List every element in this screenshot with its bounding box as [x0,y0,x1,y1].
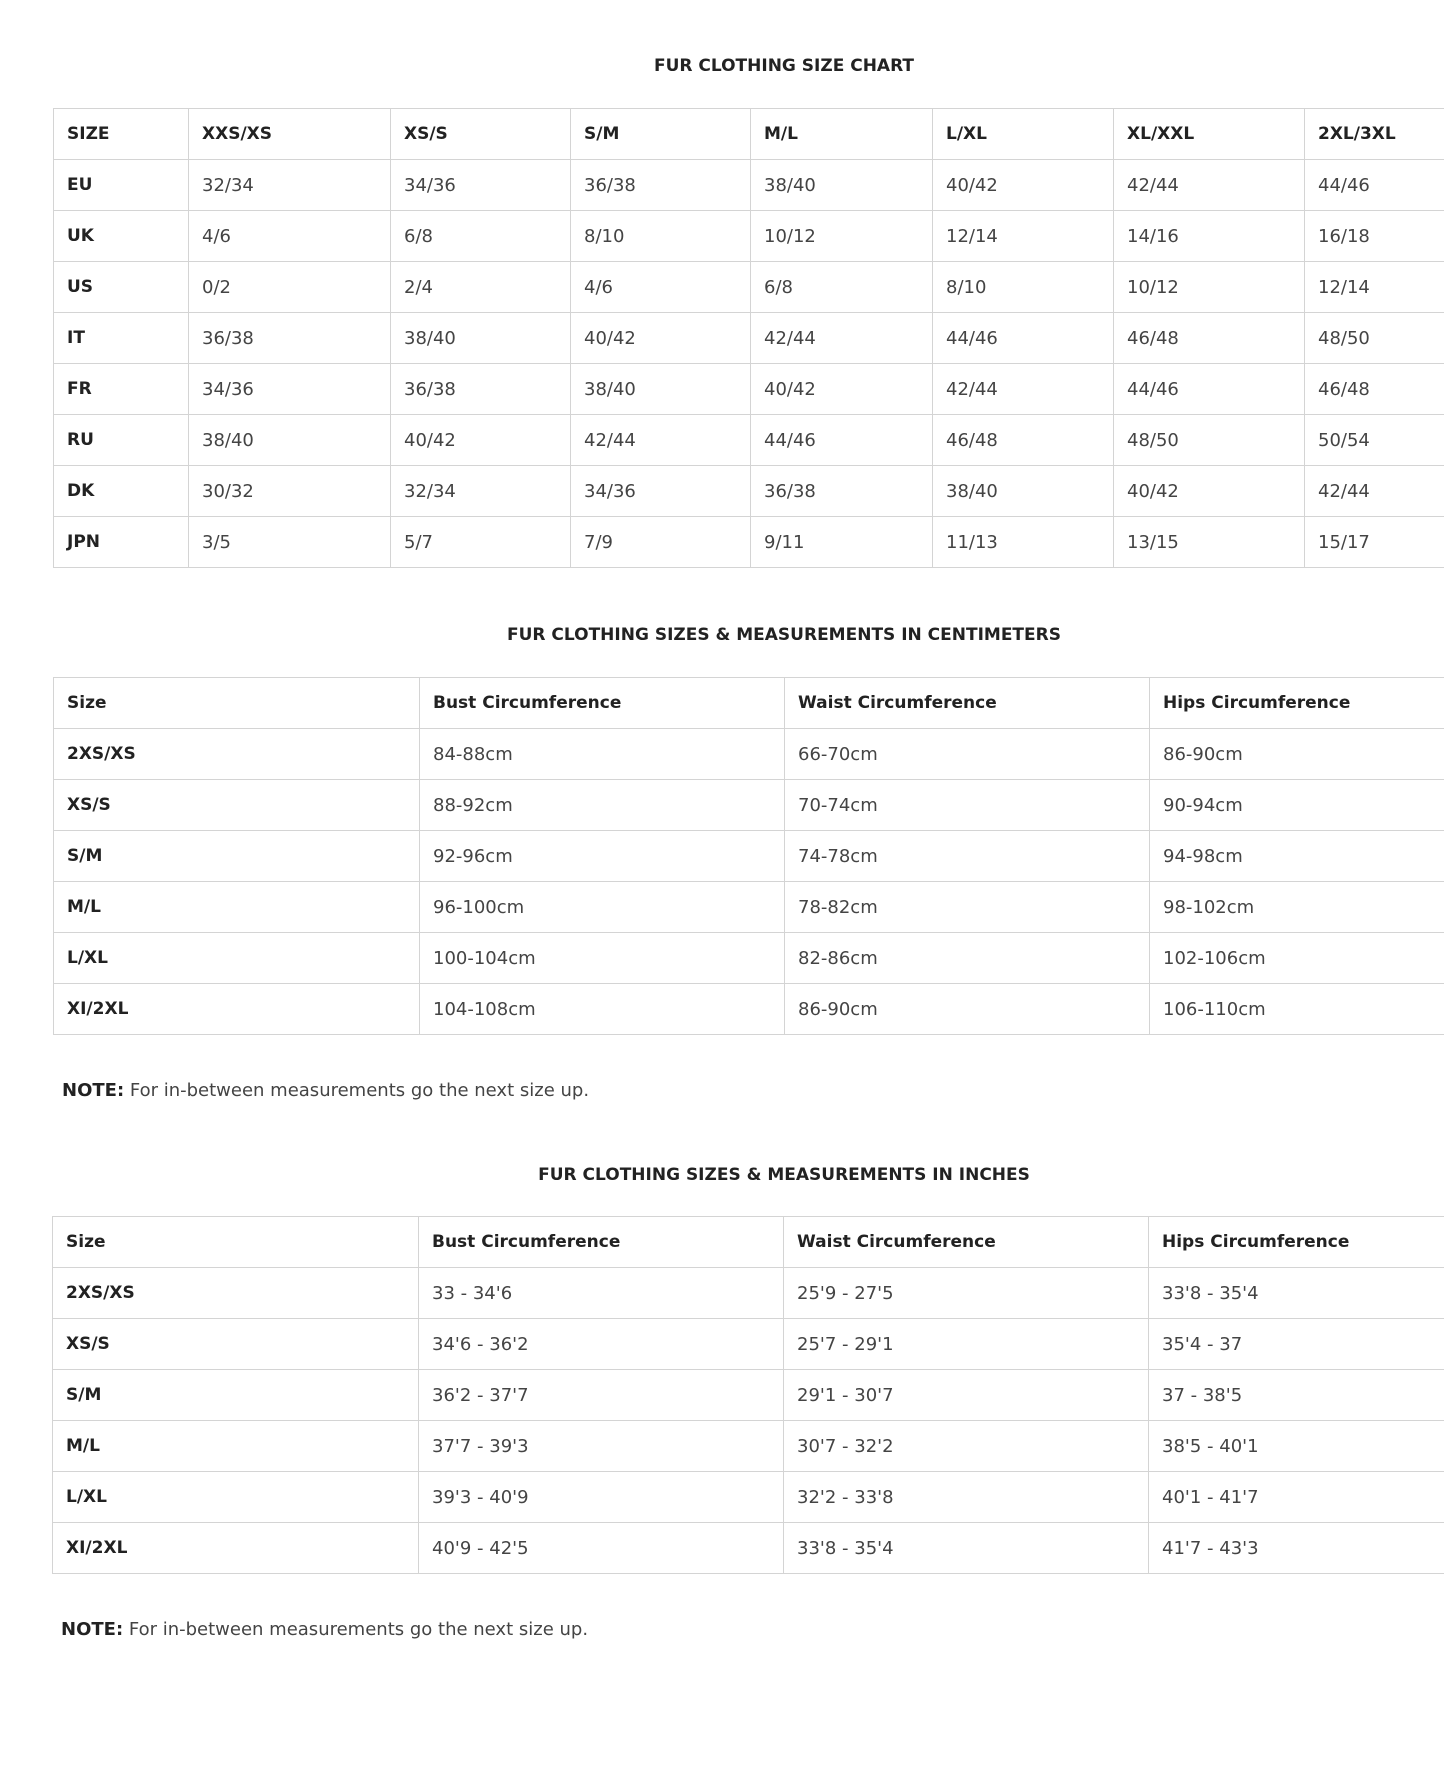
row-label: L/XL [53,1472,419,1523]
row-label: 2XS/XS [54,729,420,780]
table-cell: 36/38 [751,466,933,517]
table-cell: 37 - 38'5 [1149,1370,1444,1421]
header-cell: Bust Circumference [420,678,785,729]
table-cell: 94-98cm [1150,831,1444,882]
table-cell: 44/46 [1305,160,1444,211]
table-cell: 100-104cm [420,933,785,984]
note-label: NOTE: [61,1619,124,1640]
size-chart-title: FUR CLOTHING SIZE CHART [653,56,915,76]
table-cell: 14/16 [1114,211,1305,262]
table-cell: 102-106cm [1150,933,1444,984]
table-cell: 50/54 [1305,415,1444,466]
row-label: XS/S [53,1319,419,1370]
table-cell: 104-108cm [420,984,785,1035]
table-cell: 40'1 - 41'7 [1149,1472,1444,1523]
table-cell: 32'2 - 33'8 [784,1472,1149,1523]
table-row [53,1523,1444,1574]
header-cell: Hips Circumference [1150,678,1444,729]
header-cell: Size [53,1217,419,1268]
table-row [54,933,1444,984]
table-cell: 44/46 [751,415,933,466]
inch-measurements-table [52,1216,1444,1574]
table-cell: 9/11 [751,517,933,568]
size-chart-header-row [54,109,1444,160]
row-label: S/M [53,1370,419,1421]
table-cell: 12/14 [933,211,1114,262]
note-text: For in-between measurements go the next size up. [124,1080,590,1101]
table-cell: 40/42 [751,364,933,415]
table-cell: 7/9 [571,517,751,568]
table-cell: 11/13 [933,517,1114,568]
table-cell: 25'9 - 27'5 [784,1268,1149,1319]
table-cell: 34/36 [189,364,391,415]
table-cell: 42/44 [933,364,1114,415]
table-cell: 40/42 [933,160,1114,211]
table-cell: 40/42 [571,313,751,364]
table-cell: 48/50 [1114,415,1305,466]
table-cell: 46/48 [933,415,1114,466]
table-cell: 33 - 34'6 [419,1268,784,1319]
row-label: M/L [54,882,420,933]
table-cell: 40/42 [1114,466,1305,517]
row-label: UK [54,211,189,262]
table-cell: 78-82cm [785,882,1150,933]
table-cell: 48/50 [1305,313,1444,364]
table-cell: 35'4 - 37 [1149,1319,1444,1370]
table-row [54,415,1444,466]
table-cell: 39'3 - 40'9 [419,1472,784,1523]
table-cell: 86-90cm [1150,729,1444,780]
row-label: XS/S [54,780,420,831]
table-row [54,780,1444,831]
row-label: JPN [54,517,189,568]
table-cell: 86-90cm [785,984,1150,1035]
table-cell: 88-92cm [420,780,785,831]
table-cell: 38/40 [391,313,571,364]
table-cell: 4/6 [189,211,391,262]
table-cell: 106-110cm [1150,984,1444,1035]
table-row [54,831,1444,882]
table-cell: 44/46 [1114,364,1305,415]
table-cell: 36/38 [391,364,571,415]
table-cell: 42/44 [1305,466,1444,517]
table-cell: 40'9 - 42'5 [419,1523,784,1574]
table-cell: 32/34 [391,466,571,517]
table-cell: 15/17 [1305,517,1444,568]
header-cell: Waist Circumference [785,678,1150,729]
table-row [54,313,1444,364]
header-cell: S/M [571,109,751,160]
table-cell: 6/8 [751,262,933,313]
inch-table-title: FUR CLOTHING SIZES & MEASUREMENTS IN INCHES [538,1165,1030,1185]
row-label: EU [54,160,189,211]
table-cell: 36/38 [189,313,391,364]
header-cell: SIZE [54,109,189,160]
table-cell: 96-100cm [420,882,785,933]
table-cell: 4/6 [571,262,751,313]
table-cell: 38/40 [751,160,933,211]
table-cell: 46/48 [1305,364,1444,415]
row-label: RU [54,415,189,466]
cm-table-title: FUR CLOTHING SIZES & MEASUREMENTS IN CENTIMETERS [507,625,1061,645]
table-cell: 36'2 - 37'7 [419,1370,784,1421]
table-cell: 6/8 [391,211,571,262]
header-cell: Hips Circumference [1149,1217,1444,1268]
table-cell: 30/32 [189,466,391,517]
table-cell: 34/36 [391,160,571,211]
cm-measurements-table [53,677,1444,1035]
table-cell: 98-102cm [1150,882,1444,933]
table-cell: 42/44 [1114,160,1305,211]
table-row [54,984,1444,1035]
table-row [54,466,1444,517]
table-cell: 36/38 [571,160,751,211]
table-cell: 34/36 [571,466,751,517]
table-row [54,160,1444,211]
note-text: For in-between measurements go the next size up. [123,1619,589,1640]
row-label: IT [54,313,189,364]
table-cell: 13/15 [1114,517,1305,568]
table-cell: 38/40 [933,466,1114,517]
table-cell: 3/5 [189,517,391,568]
table-cell: 16/18 [1305,211,1444,262]
table-cell: 40/42 [391,415,571,466]
table-cell: 12/14 [1305,262,1444,313]
header-cell: Waist Circumference [784,1217,1149,1268]
table-row [54,262,1444,313]
table-cell: 38/40 [189,415,391,466]
table-cell: 66-70cm [785,729,1150,780]
table-cell: 2/4 [391,262,571,313]
row-label: M/L [53,1421,419,1472]
cm-header-row [54,678,1444,729]
table-cell: 70-74cm [785,780,1150,831]
table-cell: 74-78cm [785,831,1150,882]
table-cell: 0/2 [189,262,391,313]
table-row [53,1421,1444,1472]
header-cell: XXS/XS [189,109,391,160]
table-cell: 38/40 [571,364,751,415]
header-cell: L/XL [933,109,1114,160]
table-cell: 34'6 - 36'2 [419,1319,784,1370]
table-cell: 38'5 - 40'1 [1149,1421,1444,1472]
table-cell: 32/34 [189,160,391,211]
header-cell: Size [54,678,420,729]
inch-header-row [53,1217,1444,1268]
row-label: XI/2XL [53,1523,419,1574]
note-label: NOTE: [62,1080,125,1101]
table-cell: 30'7 - 32'2 [784,1421,1149,1472]
table-cell: 37'7 - 39'3 [419,1421,784,1472]
table-cell: 29'1 - 30'7 [784,1370,1149,1421]
header-cell: 2XL/3XL [1305,109,1444,160]
size-chart-table [53,108,1444,568]
table-row [53,1319,1444,1370]
table-row [53,1370,1444,1421]
table-row [54,364,1444,415]
header-cell: M/L [751,109,933,160]
row-label: FR [54,364,189,415]
table-cell: 25'7 - 29'1 [784,1319,1149,1370]
table-cell: 8/10 [571,211,751,262]
cm-note [62,1080,589,1101]
table-cell: 41'7 - 43'3 [1149,1523,1444,1574]
table-cell: 5/7 [391,517,571,568]
table-cell: 33'8 - 35'4 [784,1523,1149,1574]
table-cell: 84-88cm [420,729,785,780]
table-cell: 46/48 [1114,313,1305,364]
row-label: XI/2XL [54,984,420,1035]
row-label: US [54,262,189,313]
table-cell: 10/12 [751,211,933,262]
table-row [54,517,1444,568]
row-label: L/XL [54,933,420,984]
table-cell: 44/46 [933,313,1114,364]
row-label: DK [54,466,189,517]
table-cell: 8/10 [933,262,1114,313]
row-label: 2XS/XS [53,1268,419,1319]
table-cell: 33'8 - 35'4 [1149,1268,1444,1319]
table-row [54,729,1444,780]
header-cell: XS/S [391,109,571,160]
header-cell: XL/XXL [1114,109,1305,160]
table-row [54,211,1444,262]
table-row [53,1472,1444,1523]
inch-note [61,1619,588,1640]
table-cell: 42/44 [571,415,751,466]
table-cell: 90-94cm [1150,780,1444,831]
row-label: S/M [54,831,420,882]
table-cell: 82-86cm [785,933,1150,984]
header-cell: Bust Circumference [419,1217,784,1268]
table-cell: 92-96cm [420,831,785,882]
table-row [53,1268,1444,1319]
table-cell: 42/44 [751,313,933,364]
table-row [54,882,1444,933]
table-cell: 10/12 [1114,262,1305,313]
